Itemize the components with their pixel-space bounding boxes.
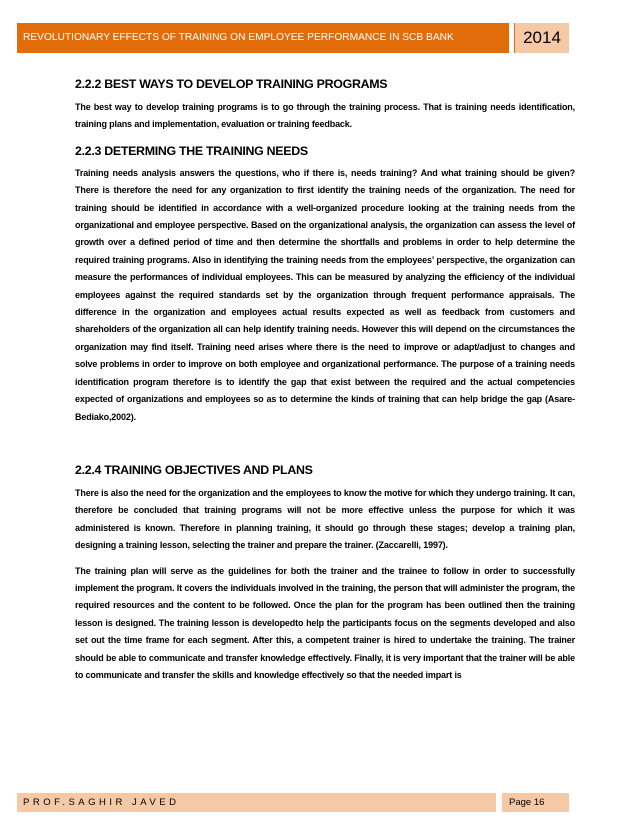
author-name: PROF.SAGHIR JAVED — [17, 793, 496, 812]
section-paragraph: There is also the need for the organization and the employees to know the motive for which they undergo training. It can, therefore be concluded that training programs will not be more effective unless the purpose for which it was administered is known. Therefore in planning training, it should go through these stages; develop a training plan, designing a training lesson, selecting the trainer and prepare the trainer. (Zaccarelli, 1997). — [75, 487, 575, 551]
section-paragraph: Training needs analysis answers the questions, who if there is, needs training? And what training should be given? There is therefore the need for any organization to first identify the training needs of the organization. The need for training should be identified in accordance with a well-organized procedure looking at the training needs from the organizational and employee perspective. Based on the organizational analysis, the organization can assess the level of growth over a defined period of time and then determine the shortfalls and problems in order to help determine the required training programs. Also in identifying the training needs from the employees’ perspective, the organization can measure the performances of individual employees. This can be measured by analyzing the efficiency of the individual employees against the required standards set by the organization through frequent performance appraisals. The difference in the organization and employees actual results expected as well as feedback from customers and shareholders of the organization all can help identify training needs. However this will depend on the circumstances the organization may find itself. Training need arises where there is the need to improve or adapt/adjust to changes and solve problems in order to improve on both employee and organizational performance. The purpose of a training needs identification program therefore is to identify the gap that exist between the required and the actual competencies expected of organizations and employees so as to determine the kinds of training that can help bridge the gap (Asare-Bediako,2002). — [75, 167, 575, 422]
section-heading: 2.2.4 TRAINING OBJECTIVES AND PLANS — [75, 462, 313, 477]
page-footer — [17, 793, 569, 812]
page-number: Page 16 — [502, 793, 569, 812]
section-paragraph: The best way to develop training programs is to go through the training process. That is training needs identification, training plans and implementation, evaluation or training feedback. — [75, 102, 575, 130]
document-title: REVOLUTIONARY EFFECTS OF TRAINING ON EMPLOYEE PERFORMANCE IN SCB BANK — [17, 23, 509, 53]
section-heading: 2.2.2 BEST WAYS TO DEVELOP TRAINING PROGRAMS — [75, 77, 388, 91]
document-year: 2014 — [514, 23, 569, 53]
page-content — [75, 70, 575, 684]
page-header — [17, 23, 569, 53]
section-paragraph: The training plan will serve as the guidelines for both the trainer and the trainee to follow in order to successfully implement the program. It covers the individuals involved in the training, the person that will administer the program, the required resources and the content to be followed. Once the plan for the program has been outlined then the training lesson is designed. The training lesson is developedto help the participants focus on the segments developed and also set out the time frame for each segment. After this, a competent trainer is hired to undertake the training. The trainer should be able to communicate and transfer knowledge effectively. Finally, it is very important that the trainer will be able to communicate and transfer the skills and knowledge effectively so that the needed impart is — [75, 565, 575, 680]
section-heading: 2.2.3 DETERMING THE TRAINING NEEDS — [75, 143, 308, 158]
